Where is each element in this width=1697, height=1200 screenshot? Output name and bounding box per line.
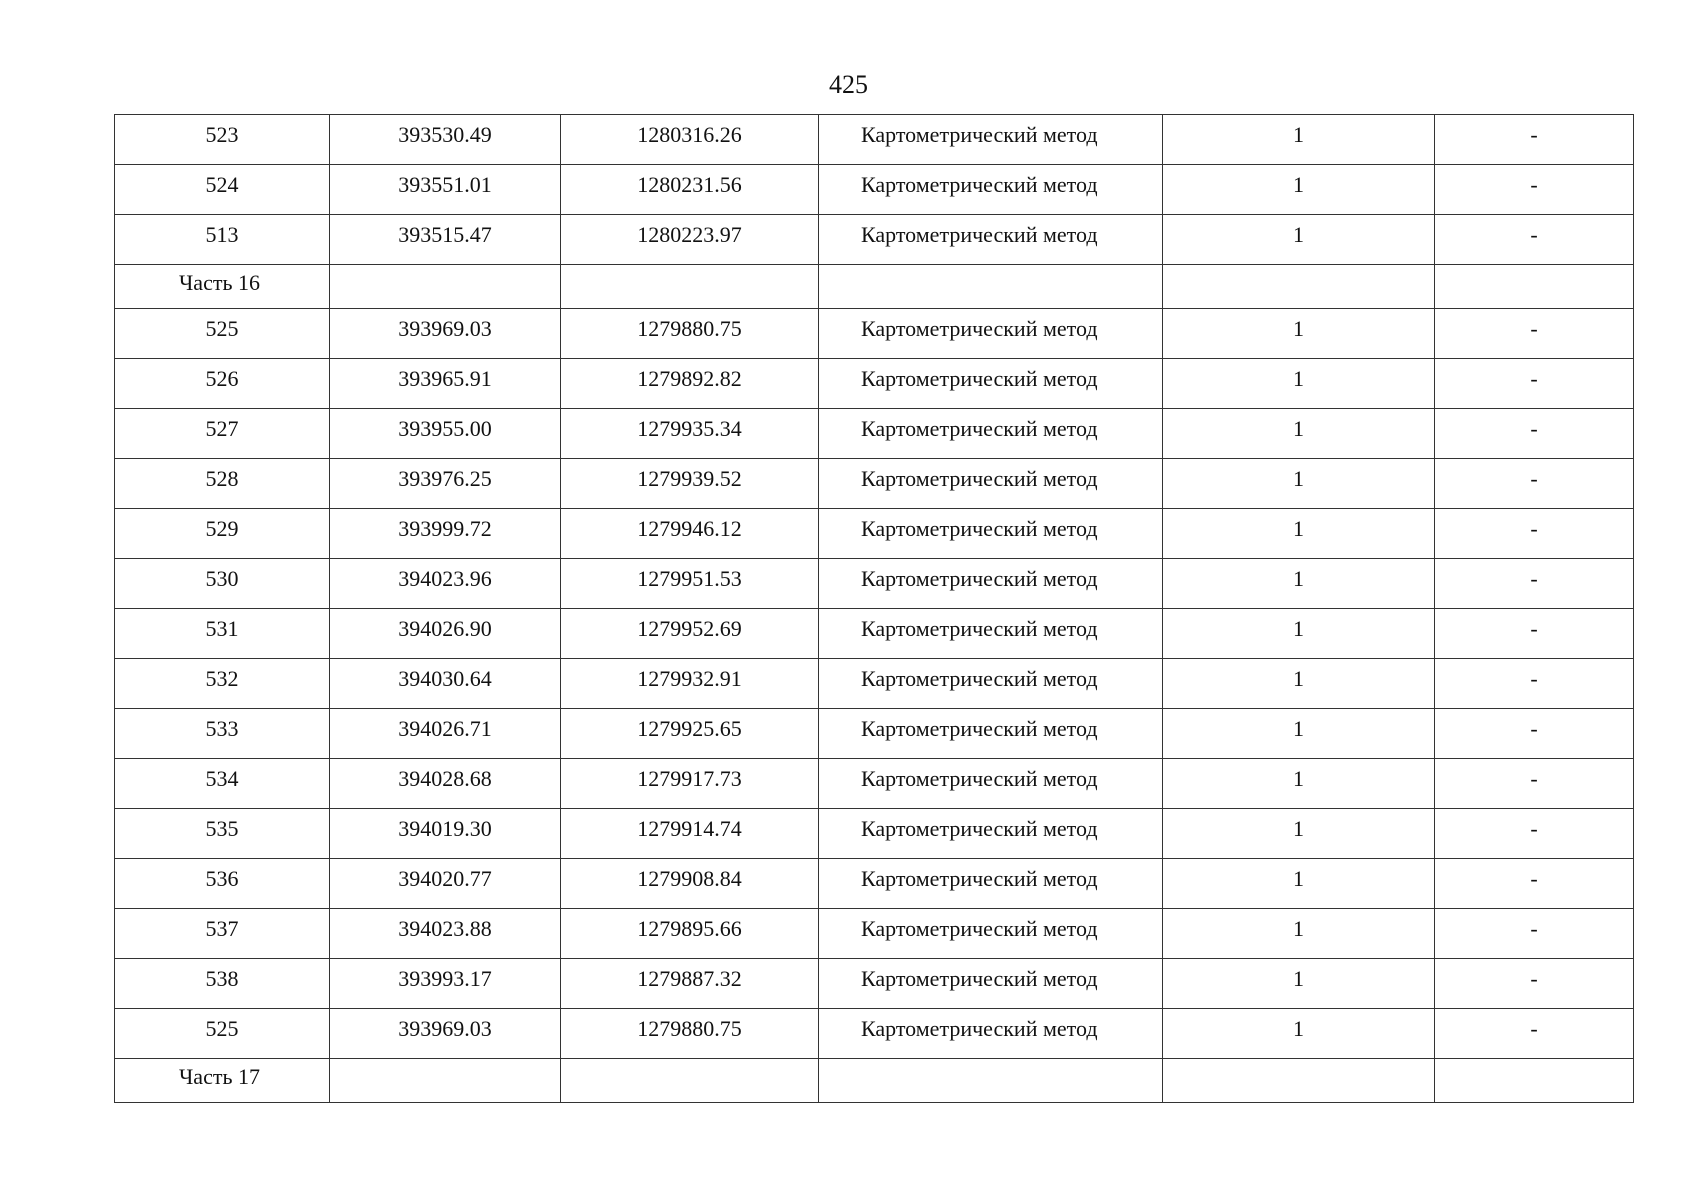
table-row: [115, 215, 1634, 265]
x-coordinate-cell: 394023.96: [330, 559, 561, 609]
part-label: Часть 17: [115, 1059, 330, 1103]
x-coordinate-cell: 393551.01: [330, 165, 561, 215]
accuracy-cell: 1: [1163, 909, 1435, 959]
point-number-cell: 513: [115, 215, 330, 265]
point-number-cell: 533: [115, 709, 330, 759]
note-cell: -: [1435, 459, 1634, 509]
part-header-row: [115, 1059, 1634, 1103]
method-cell: Картометрический метод: [819, 215, 1163, 265]
note-cell: -: [1435, 409, 1634, 459]
accuracy-cell: 1: [1163, 809, 1435, 859]
accuracy-cell: 1: [1163, 959, 1435, 1009]
accuracy-cell: 1: [1163, 859, 1435, 909]
table-row: [115, 759, 1634, 809]
y-coordinate-cell: 1279880.75: [561, 1009, 819, 1059]
point-number-cell: 529: [115, 509, 330, 559]
y-coordinate-cell: 1279914.74: [561, 809, 819, 859]
point-number-cell: 526: [115, 359, 330, 409]
accuracy-cell: 1: [1163, 309, 1435, 359]
y-coordinate-cell: 1279887.32: [561, 959, 819, 1009]
table-row: [115, 509, 1634, 559]
part-header-row: [115, 265, 1634, 309]
accuracy-cell: 1: [1163, 1009, 1435, 1059]
table-row: [115, 609, 1634, 659]
x-coordinate-cell: 393969.03: [330, 1009, 561, 1059]
point-number-cell: 523: [115, 115, 330, 165]
point-number-cell: 534: [115, 759, 330, 809]
y-coordinate-cell: 1279892.82: [561, 359, 819, 409]
y-coordinate-cell: 1279917.73: [561, 759, 819, 809]
table-row: [115, 909, 1634, 959]
x-coordinate-cell: 393530.49: [330, 115, 561, 165]
table-row: [115, 459, 1634, 509]
point-number-cell: 524: [115, 165, 330, 215]
method-cell: Картометрический метод: [819, 909, 1163, 959]
y-coordinate-cell: 1279939.52: [561, 459, 819, 509]
note-cell: -: [1435, 959, 1634, 1009]
method-cell: Картометрический метод: [819, 809, 1163, 859]
page-number: 425: [829, 70, 868, 99]
empty-cell: [1163, 265, 1435, 309]
note-cell: -: [1435, 1009, 1634, 1059]
note-cell: -: [1435, 809, 1634, 859]
table-row: [115, 409, 1634, 459]
accuracy-cell: 1: [1163, 409, 1435, 459]
note-cell: -: [1435, 909, 1634, 959]
note-cell: -: [1435, 859, 1634, 909]
point-number-cell: 527: [115, 409, 330, 459]
method-cell: Картометрический метод: [819, 609, 1163, 659]
method-cell: Картометрический метод: [819, 659, 1163, 709]
accuracy-cell: 1: [1163, 115, 1435, 165]
accuracy-cell: 1: [1163, 759, 1435, 809]
note-cell: -: [1435, 359, 1634, 409]
y-coordinate-cell: 1279925.65: [561, 709, 819, 759]
x-coordinate-cell: 393515.47: [330, 215, 561, 265]
accuracy-cell: 1: [1163, 215, 1435, 265]
table-row: [115, 659, 1634, 709]
x-coordinate-cell: 394026.90: [330, 609, 561, 659]
note-cell: -: [1435, 309, 1634, 359]
table-row: [115, 165, 1634, 215]
x-coordinate-cell: 393969.03: [330, 309, 561, 359]
method-cell: Картометрический метод: [819, 165, 1163, 215]
x-coordinate-cell: 393965.91: [330, 359, 561, 409]
table-row: [115, 959, 1634, 1009]
empty-cell: [561, 1059, 819, 1103]
accuracy-cell: 1: [1163, 509, 1435, 559]
note-cell: -: [1435, 115, 1634, 165]
empty-cell: [330, 265, 561, 309]
coordinates-table: [114, 114, 1634, 1103]
point-number-cell: 536: [115, 859, 330, 909]
y-coordinate-cell: 1279935.34: [561, 409, 819, 459]
accuracy-cell: 1: [1163, 459, 1435, 509]
accuracy-cell: 1: [1163, 165, 1435, 215]
note-cell: -: [1435, 559, 1634, 609]
table-row: [115, 115, 1634, 165]
method-cell: Картометрический метод: [819, 359, 1163, 409]
point-number-cell: 531: [115, 609, 330, 659]
empty-cell: [819, 265, 1163, 309]
method-cell: Картометрический метод: [819, 1009, 1163, 1059]
method-cell: Картометрический метод: [819, 309, 1163, 359]
x-coordinate-cell: 394019.30: [330, 809, 561, 859]
method-cell: Картометрический метод: [819, 509, 1163, 559]
point-number-cell: 532: [115, 659, 330, 709]
y-coordinate-cell: 1280231.56: [561, 165, 819, 215]
y-coordinate-cell: 1279895.66: [561, 909, 819, 959]
table-row: [115, 709, 1634, 759]
accuracy-cell: 1: [1163, 609, 1435, 659]
empty-cell: [330, 1059, 561, 1103]
note-cell: -: [1435, 709, 1634, 759]
x-coordinate-cell: 394026.71: [330, 709, 561, 759]
y-coordinate-cell: 1279880.75: [561, 309, 819, 359]
point-number-cell: 538: [115, 959, 330, 1009]
method-cell: Картометрический метод: [819, 559, 1163, 609]
note-cell: -: [1435, 659, 1634, 709]
empty-cell: [1435, 1059, 1634, 1103]
note-cell: -: [1435, 759, 1634, 809]
empty-cell: [1435, 265, 1634, 309]
table-row: [115, 359, 1634, 409]
point-number-cell: 528: [115, 459, 330, 509]
table-row: [115, 859, 1634, 909]
table-row: [115, 1009, 1634, 1059]
point-number-cell: 537: [115, 909, 330, 959]
note-cell: -: [1435, 609, 1634, 659]
part-label: Часть 16: [115, 265, 330, 309]
method-cell: Картометрический метод: [819, 959, 1163, 1009]
empty-cell: [561, 265, 819, 309]
method-cell: Картометрический метод: [819, 459, 1163, 509]
note-cell: -: [1435, 509, 1634, 559]
table-row: [115, 309, 1634, 359]
x-coordinate-cell: 393999.72: [330, 509, 561, 559]
accuracy-cell: 1: [1163, 709, 1435, 759]
table-row: [115, 809, 1634, 859]
x-coordinate-cell: 394023.88: [330, 909, 561, 959]
method-cell: Картометрический метод: [819, 115, 1163, 165]
method-cell: Картометрический метод: [819, 859, 1163, 909]
y-coordinate-cell: 1279946.12: [561, 509, 819, 559]
x-coordinate-cell: 394028.68: [330, 759, 561, 809]
y-coordinate-cell: 1280223.97: [561, 215, 819, 265]
empty-cell: [1163, 1059, 1435, 1103]
point-number-cell: 525: [115, 309, 330, 359]
x-coordinate-cell: 393976.25: [330, 459, 561, 509]
point-number-cell: 530: [115, 559, 330, 609]
accuracy-cell: 1: [1163, 559, 1435, 609]
note-cell: -: [1435, 165, 1634, 215]
empty-cell: [819, 1059, 1163, 1103]
y-coordinate-cell: 1279952.69: [561, 609, 819, 659]
point-number-cell: 525: [115, 1009, 330, 1059]
x-coordinate-cell: 393993.17: [330, 959, 561, 1009]
x-coordinate-cell: 393955.00: [330, 409, 561, 459]
table-row: [115, 559, 1634, 609]
accuracy-cell: 1: [1163, 359, 1435, 409]
method-cell: Картометрический метод: [819, 759, 1163, 809]
y-coordinate-cell: 1280316.26: [561, 115, 819, 165]
y-coordinate-cell: 1279932.91: [561, 659, 819, 709]
accuracy-cell: 1: [1163, 659, 1435, 709]
table-body: [115, 115, 1634, 1103]
y-coordinate-cell: 1279908.84: [561, 859, 819, 909]
method-cell: Картометрический метод: [819, 409, 1163, 459]
method-cell: Картометрический метод: [819, 709, 1163, 759]
x-coordinate-cell: 394020.77: [330, 859, 561, 909]
point-number-cell: 535: [115, 809, 330, 859]
y-coordinate-cell: 1279951.53: [561, 559, 819, 609]
x-coordinate-cell: 394030.64: [330, 659, 561, 709]
note-cell: -: [1435, 215, 1634, 265]
